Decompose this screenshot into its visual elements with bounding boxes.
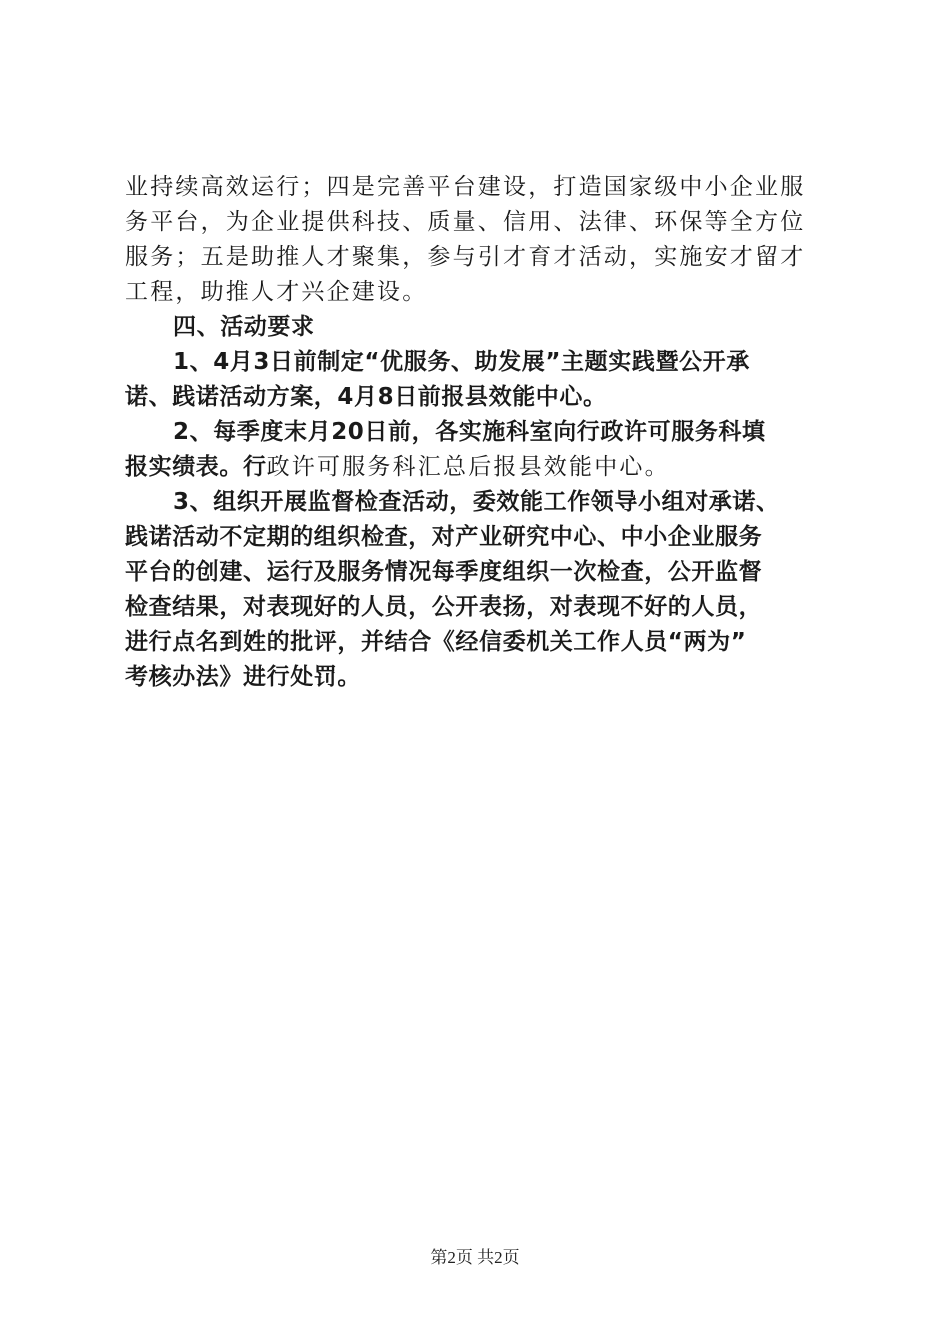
text-line: 3、组织开展监督检查活动，委效能工作领导小组对承诺、 [173, 489, 780, 515]
document-body [125, 170, 835, 695]
page-footer: 第2页 共2页 [430, 1248, 520, 1267]
text-line: 践诺活动不定期的组织检查，对产业研究中心、中小企业服务 [125, 524, 763, 550]
text-line: 进行点名到姓的批评，并结合《经信委机关工作人员“两为” [125, 629, 747, 655]
text-line: 务平台，为企业提供科技、质量、信用、法律、环保等全方位 [125, 209, 806, 235]
text-line: 考核办法》进行处罚。 [125, 664, 361, 690]
text-line: 业持续高效运行；四是完善平台建设，打造国家级中小企业服 [125, 174, 806, 200]
text-line: 诺、践诺活动方案，4月8日前报县效能中心。 [125, 384, 607, 410]
text-line: 2、每季度末月20日前，各实施科室向行政许可服务科填 [173, 419, 766, 445]
text-line-part: 政许可服务科汇总后报县效能中心。 [266, 454, 670, 480]
text-line: 1、4月3日前制定“优服务、助发展”主题实践暨公开承 [173, 349, 750, 375]
text-line [125, 450, 835, 485]
text-line: 平台的创建、运行及服务情况每季度组织一次检查，公开监督 [125, 559, 763, 585]
text-line: 工程，助推人才兴企建设。 [125, 279, 428, 305]
text-line: 检查结果，对表现好的人员，公开表扬，对表现不好的人员， [125, 594, 763, 620]
text-line-part: 报实绩表。行 [125, 454, 267, 480]
text-line: 四、活动要求 [173, 314, 315, 340]
text-line: 服务；五是助推人才聚集，参与引才育才活动，实施安才留才 [125, 244, 806, 270]
